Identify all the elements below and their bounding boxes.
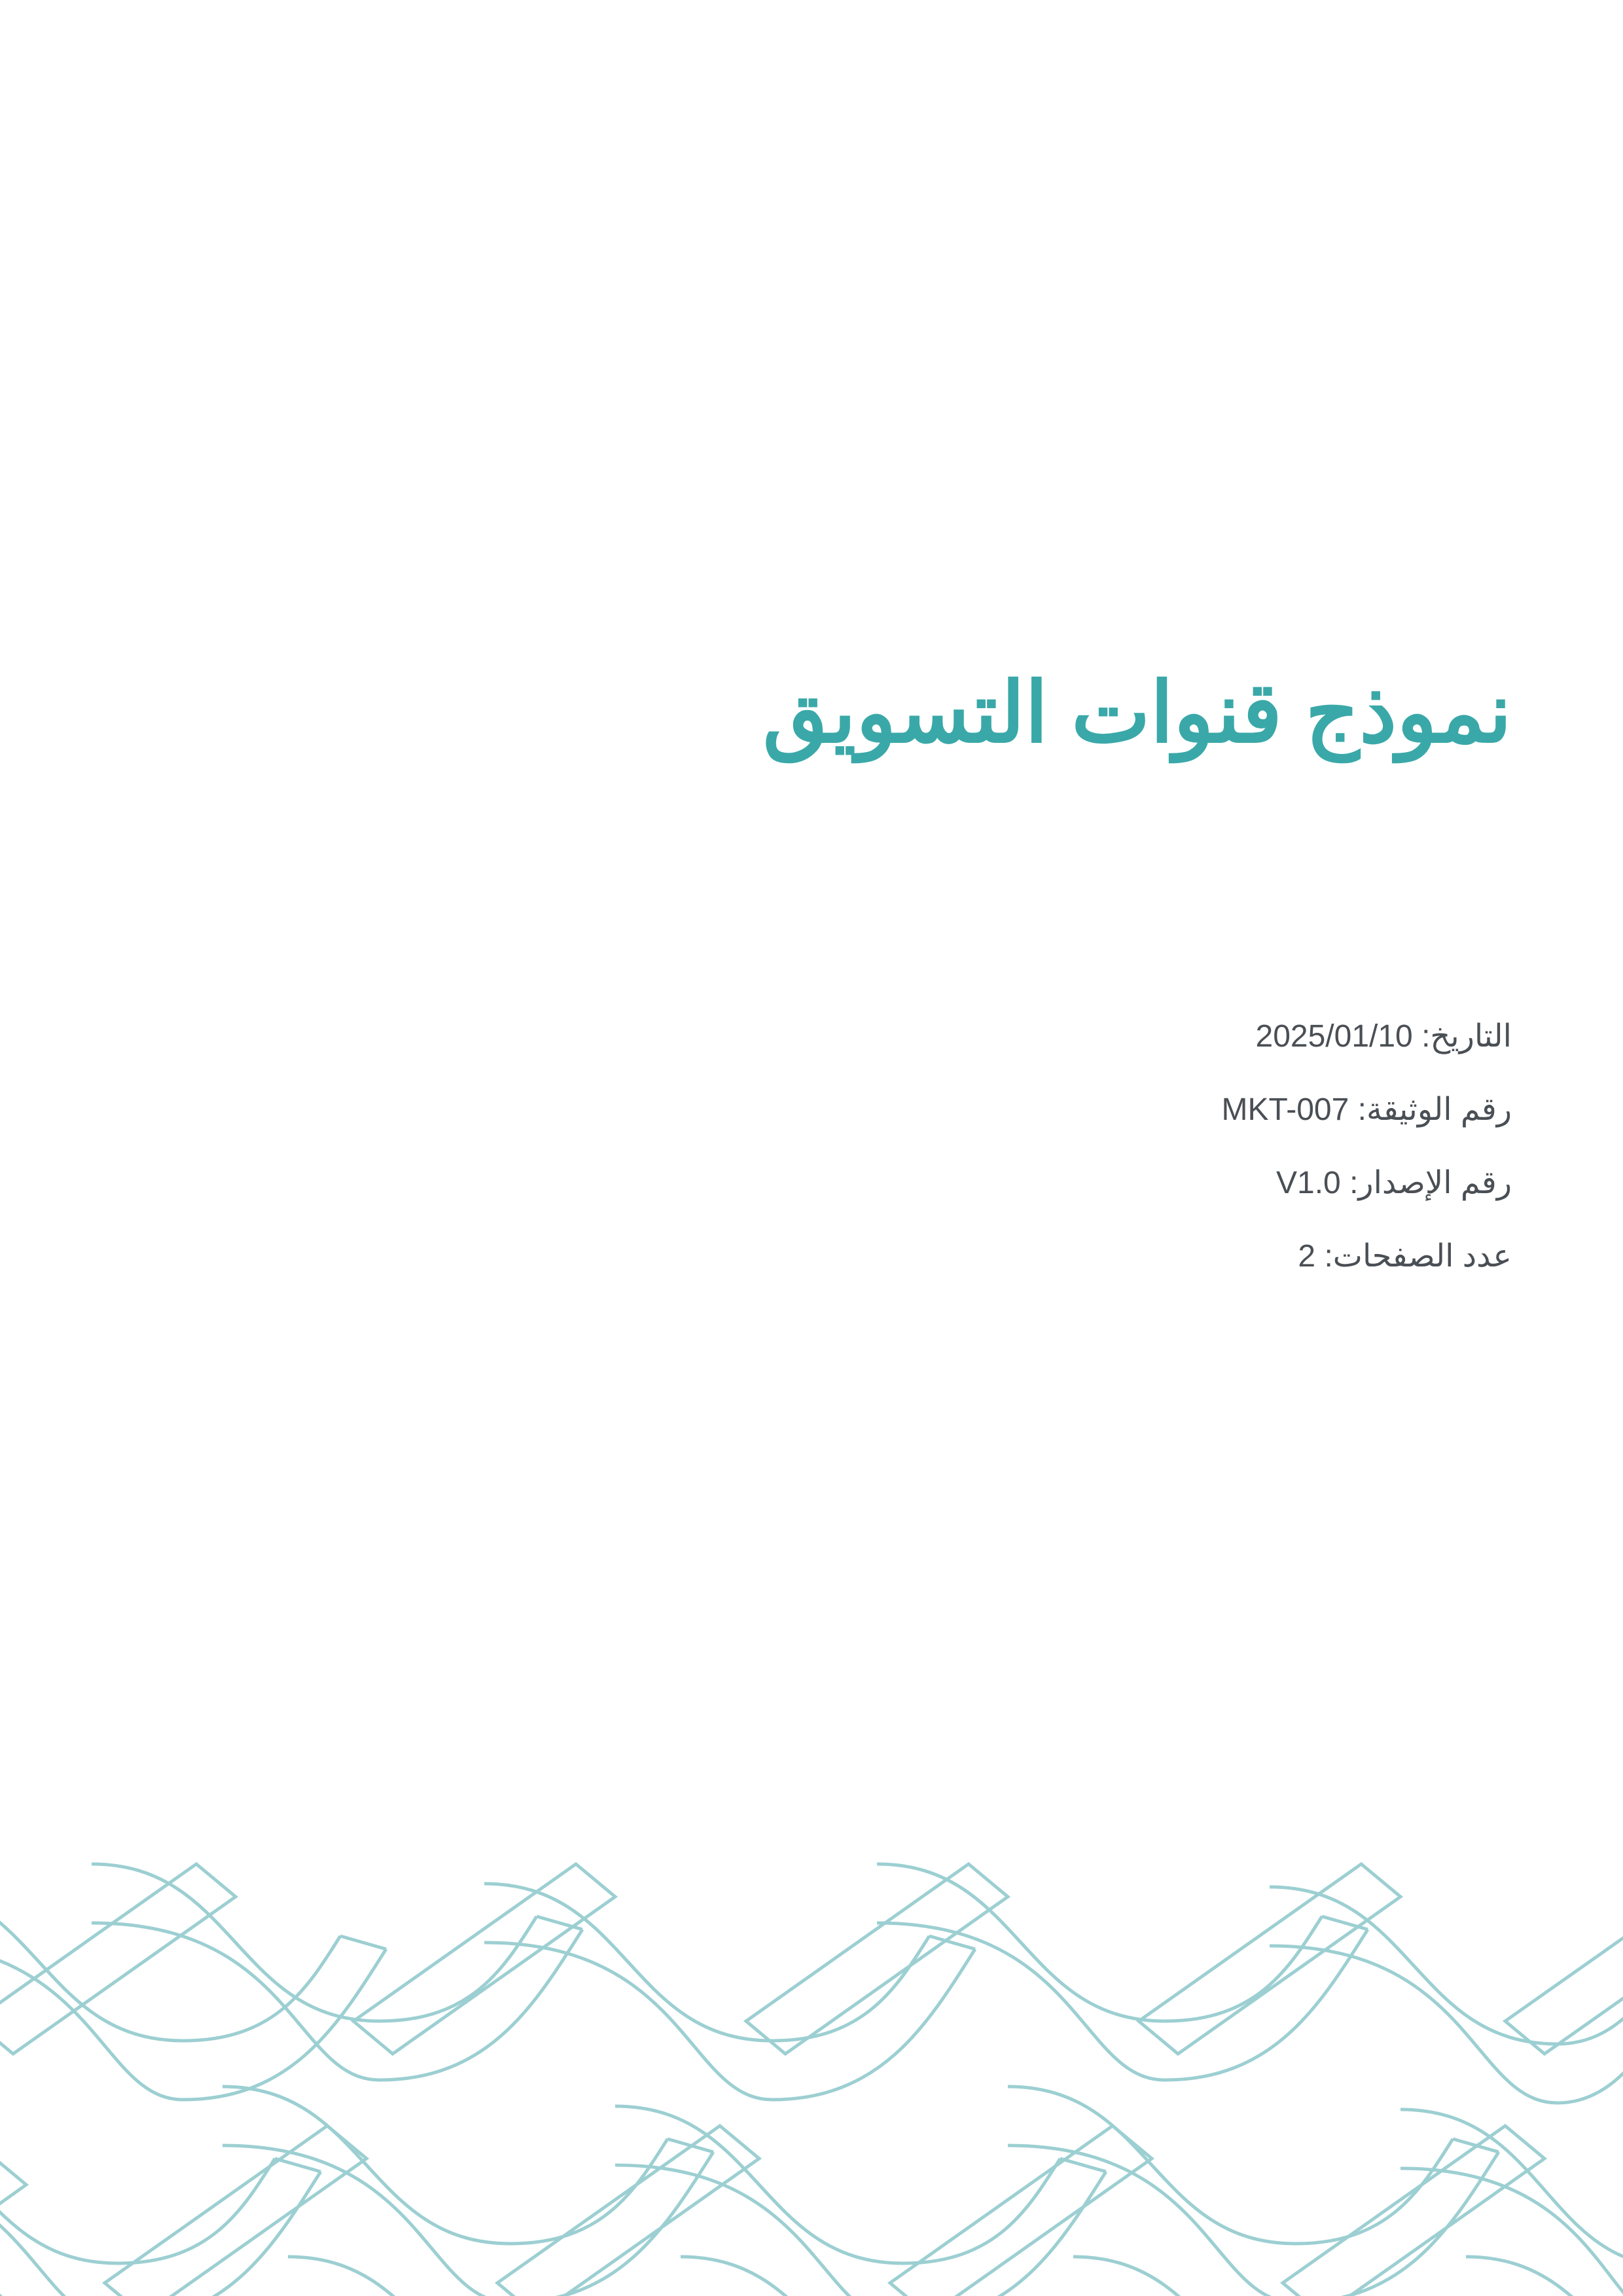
document-metadata bbox=[0, 1021, 1623, 1272]
metadata-page-count: عدد الصفحات: 2 bbox=[1298, 1239, 1512, 1274]
metadata-date: التاريخ: 2025/01/10 bbox=[1255, 1019, 1512, 1054]
metadata-version: رقم الإصدار: V1.0 bbox=[1275, 1166, 1512, 1200]
page-title: نموذج قنوات التسويق bbox=[762, 666, 1512, 760]
title-block bbox=[0, 661, 1623, 766]
metadata-document-number: رقم الوثيقة: MKT-007 bbox=[1221, 1092, 1512, 1127]
wave-ribbon-pattern-icon bbox=[0, 1825, 1623, 2296]
